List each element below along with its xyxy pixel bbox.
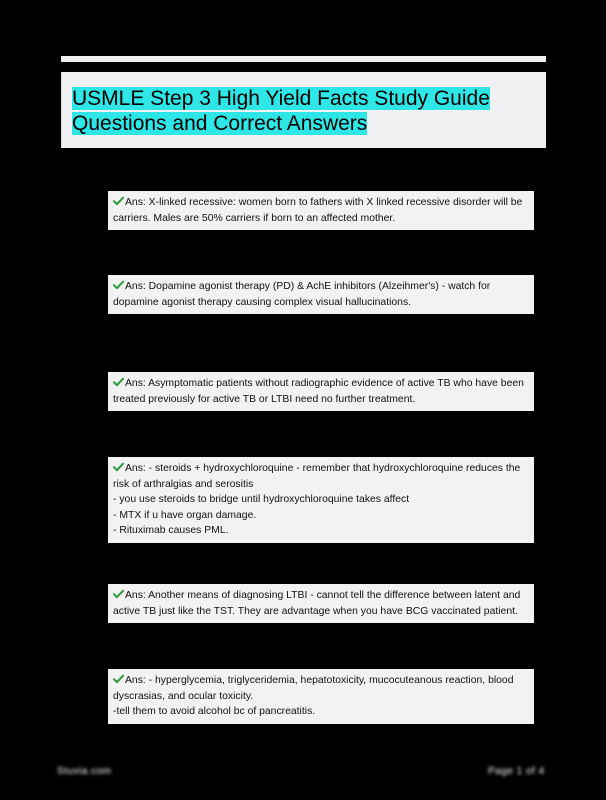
check-icon bbox=[113, 196, 124, 206]
answer-text: Ans: X-linked recessive: women born to fathers with X linked recessive disorder will be carriers. Males are 50% carriers if born to an affected mother. bbox=[113, 197, 523, 224]
title-box bbox=[61, 72, 546, 148]
check-icon bbox=[113, 377, 124, 387]
footer-right-text: Page 1 of 4 bbox=[488, 766, 545, 777]
answer-text-line: -tell them to avoid alcohol bc of pancreatitis. bbox=[113, 706, 316, 717]
check-icon bbox=[113, 589, 124, 599]
answer-text-line: - you use steroids to bridge until hydroxychloroquine takes affect bbox=[113, 494, 410, 505]
check-icon bbox=[113, 462, 124, 472]
check-icon bbox=[113, 674, 124, 684]
answer-text: Ans: Dopamine agonist therapy (PD) & AchE inhibitors (Alzeihmer's) - watch for dopamine agonist therapy causing complex visual hallucinations. bbox=[113, 281, 491, 308]
page-title-line-1: USMLE Step 3 High Yield Facts Study Guide bbox=[72, 87, 490, 110]
check-icon bbox=[113, 280, 124, 290]
answer-box bbox=[108, 669, 534, 724]
footer-left-text: Stuvia.com bbox=[57, 766, 112, 777]
answer-box bbox=[108, 191, 534, 230]
answer-box bbox=[108, 457, 534, 543]
answer-text-line: - MTX if u have organ damage. bbox=[113, 509, 257, 521]
page-title bbox=[72, 86, 512, 136]
answer-box bbox=[108, 372, 534, 411]
answer-box bbox=[108, 584, 534, 623]
answer-text: Ans: Another means of diagnosing LTBI - cannot tell the difference between latent and active TB just like the TST. They are advantage when you have BCG vaccinated patient. bbox=[113, 590, 521, 617]
answer-text: Ans: - hyperglycemia, triglyceridemia, hepatotoxicity, mucocuteanous reaction, blood dyscrasias, and ocular toxicity. bbox=[113, 675, 514, 702]
answer-text: Ans: - steroids + hydroxychloroquine - remember that hydroxychloroquine reduces the risk of arthralgias and serositis bbox=[113, 463, 521, 490]
answer-text-line: - Rituximab causes PML. bbox=[113, 525, 229, 536]
page-title-line-2: Questions and Correct Answers bbox=[72, 112, 368, 135]
answer-text: Ans: Asymptomatic patients without radiographic evidence of active TB who have been treated previously for active TB or LTBI need no further treatment. bbox=[113, 378, 524, 405]
answer-box bbox=[108, 275, 534, 314]
top-rule bbox=[61, 56, 546, 62]
